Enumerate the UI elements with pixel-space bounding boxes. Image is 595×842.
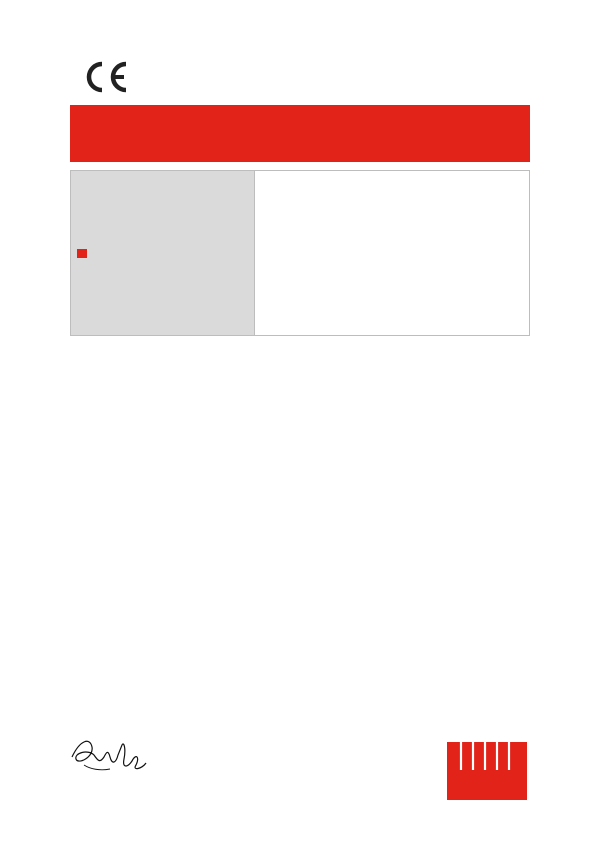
row-label	[70, 171, 255, 335]
row-number-badge	[77, 249, 87, 258]
properties-table	[70, 170, 530, 336]
signature-image	[70, 735, 150, 775]
ce-mark-logo	[82, 60, 132, 94]
table-row-declared	[70, 171, 530, 336]
aco-logo	[447, 742, 527, 800]
declared-properties-subtable	[255, 171, 530, 335]
title-banner	[70, 105, 530, 162]
